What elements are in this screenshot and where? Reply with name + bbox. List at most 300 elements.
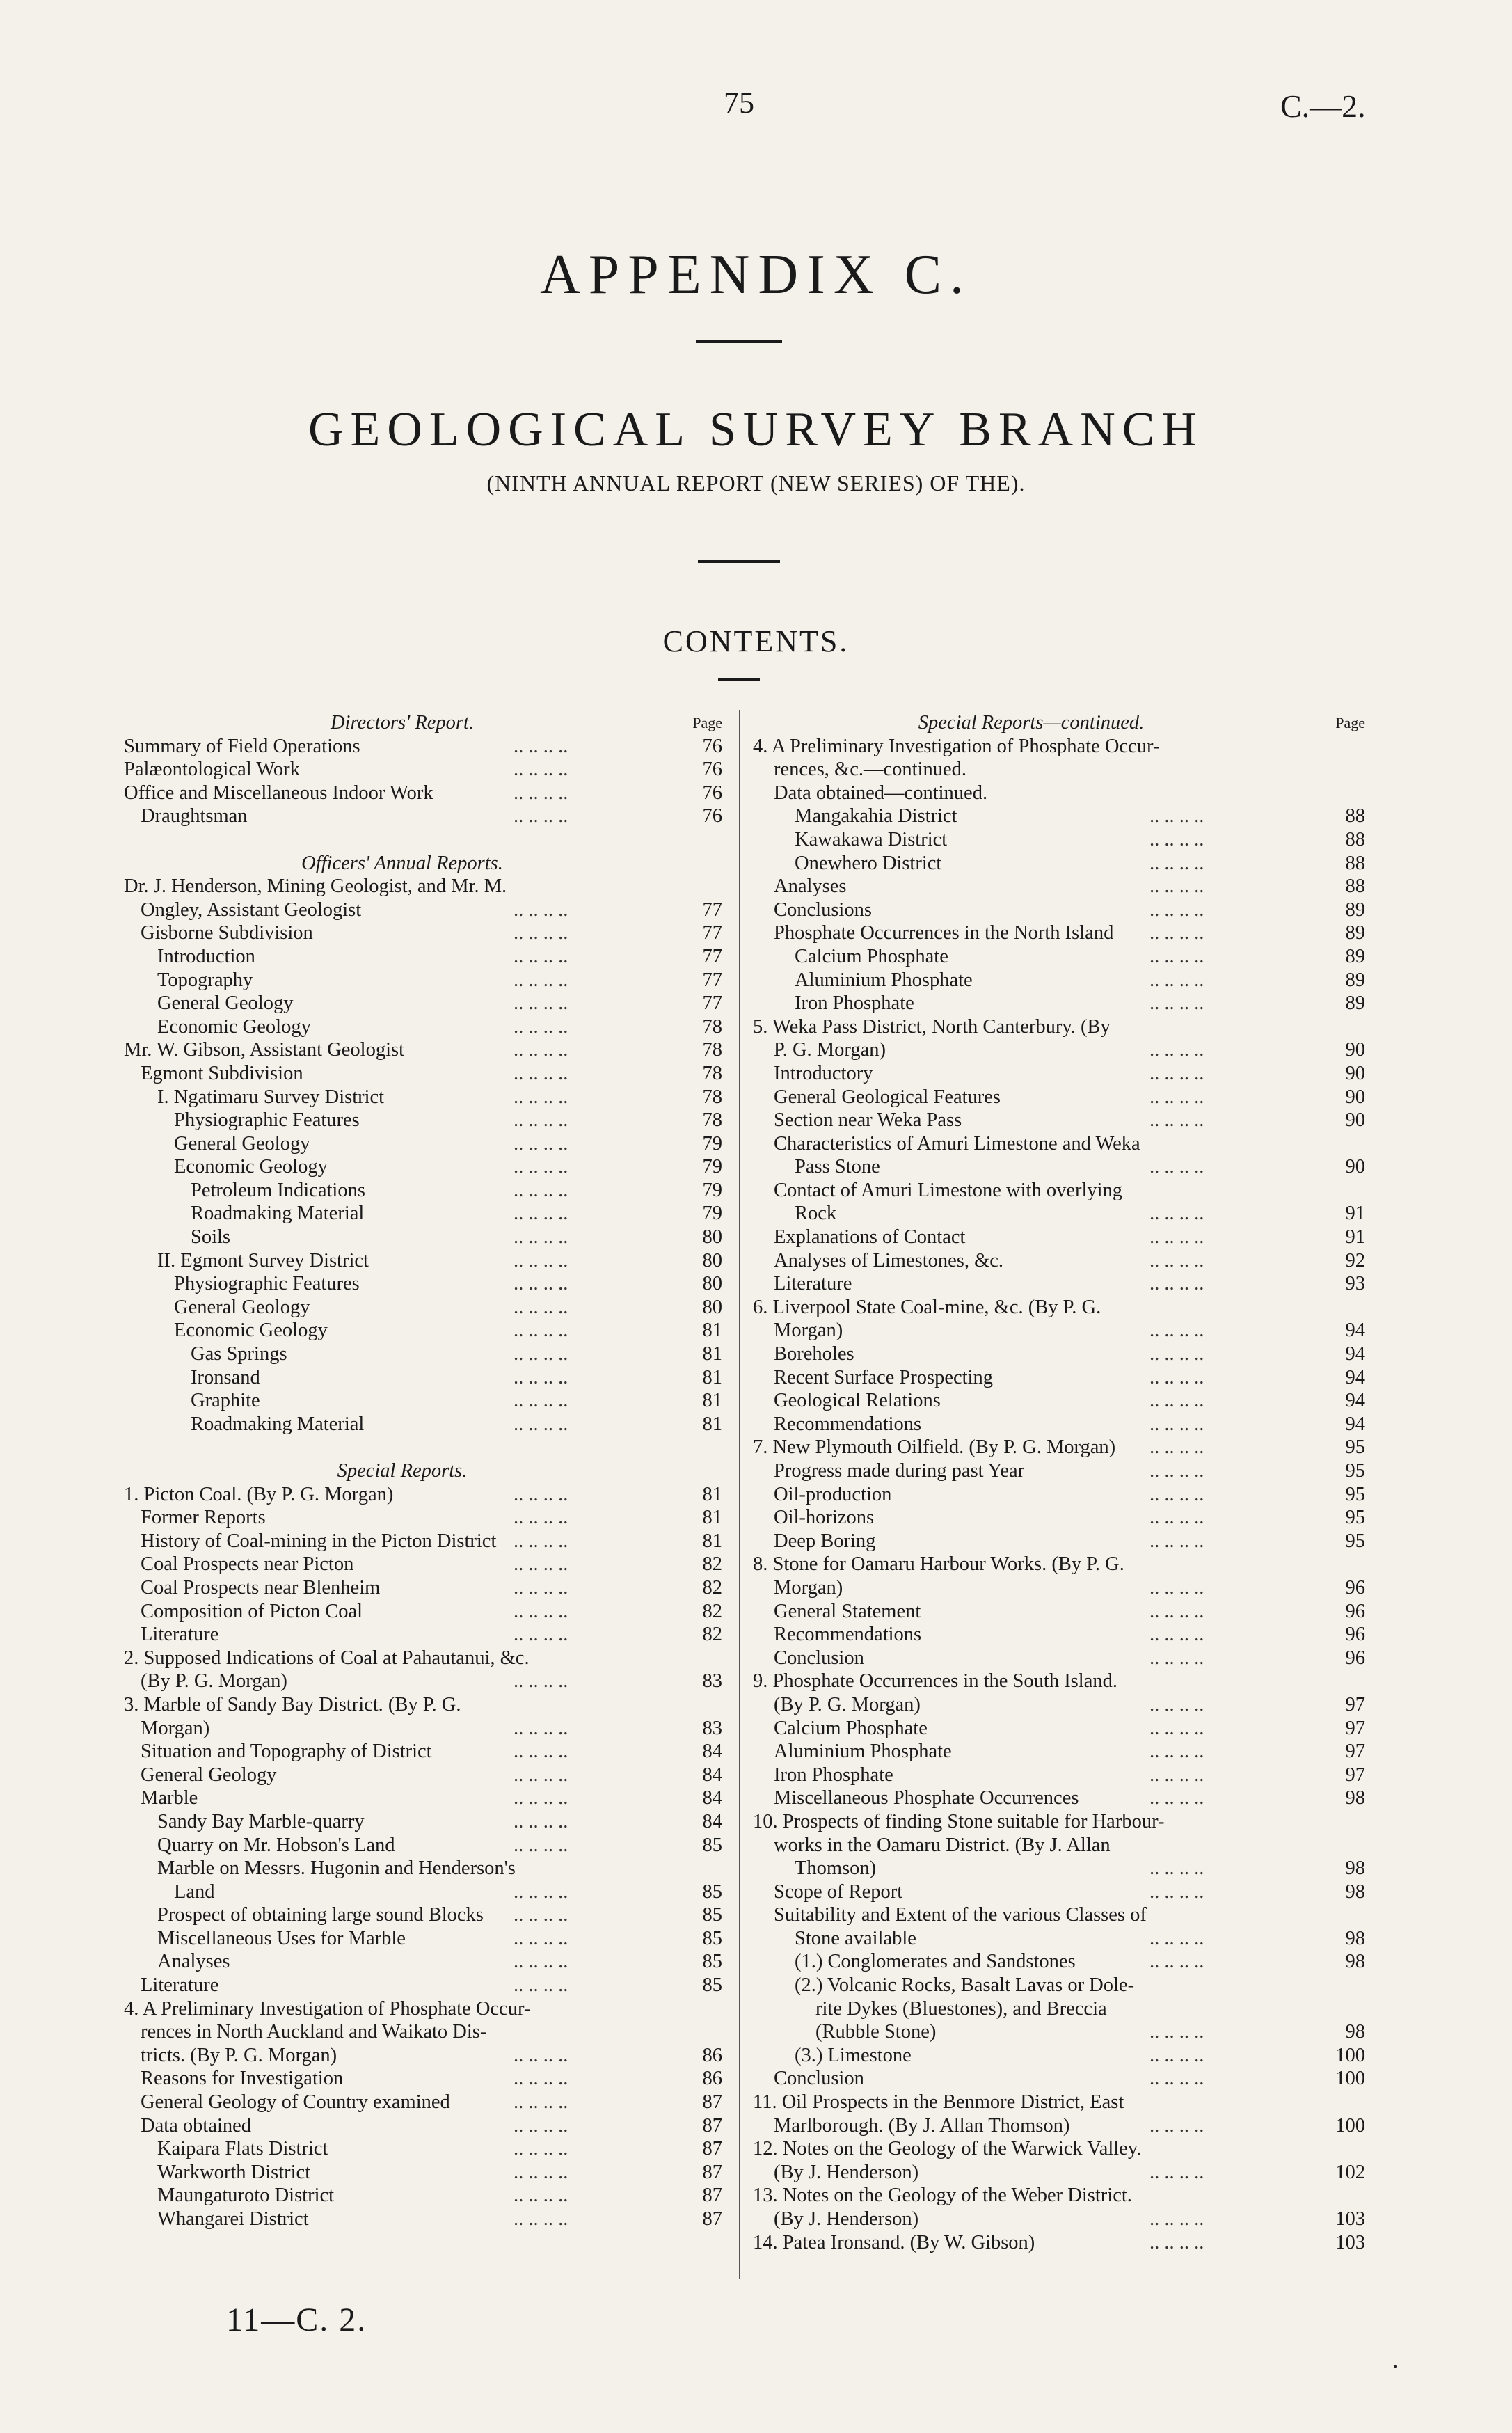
dot-leader: .. .. .. .. bbox=[1149, 2068, 1204, 2090]
toc-entry bbox=[124, 898, 729, 922]
branch-title: GEOLOGICAL SURVEY BRANCH bbox=[308, 403, 1204, 457]
dot-leader: .. .. .. .. bbox=[1149, 1062, 1204, 1084]
toc-entry bbox=[124, 1342, 729, 1366]
entry-title: Thomson) bbox=[795, 1857, 877, 1880]
entry-title: Literature bbox=[774, 1273, 852, 1295]
contents-left-column bbox=[124, 711, 729, 2231]
toc-entry bbox=[753, 2020, 1374, 2044]
page-number: 76 bbox=[702, 805, 722, 827]
entry-title: (By P. G. Morgan) bbox=[774, 1693, 921, 1715]
toc-entry bbox=[753, 2067, 1374, 2091]
page-number: 92 bbox=[1345, 1249, 1365, 1271]
entry-title: Petroleum Indications bbox=[191, 1179, 365, 1201]
entry-title: 8. Stone for Oamaru Harbour Works. (By P. G. bbox=[753, 1553, 1124, 1576]
dot-leader: .. .. .. .. bbox=[1149, 1787, 1204, 1809]
entry-title: 9. Phosphate Occurrences in the South Island. bbox=[753, 1670, 1117, 1693]
toc-entry bbox=[753, 2184, 1374, 2208]
entry-title: Physiographic Features bbox=[174, 1273, 360, 1295]
page-number: 98 bbox=[1345, 1880, 1365, 1903]
page-number: 77 bbox=[702, 898, 722, 921]
page-number: 97 bbox=[1345, 1693, 1365, 1715]
entry-title: Sandy Bay Marble-quarry bbox=[157, 1810, 365, 1832]
dot-leader: .. .. .. .. bbox=[514, 759, 568, 781]
toc-entry bbox=[124, 1015, 729, 1039]
toc-entry bbox=[124, 1483, 729, 1507]
page-number: 97 bbox=[1345, 1764, 1365, 1786]
toc-entry bbox=[753, 1202, 1374, 1226]
entry-title: tricts. (By P. G. Morgan) bbox=[141, 2044, 337, 2066]
entry-title: General Geology bbox=[174, 1132, 310, 1155]
toc-entry bbox=[753, 1272, 1374, 1296]
dot-leader: .. .. .. .. bbox=[514, 969, 568, 991]
dot-leader: .. .. .. .. bbox=[514, 2208, 568, 2230]
entry-title: (1.) Conglomerates and Sandstones bbox=[795, 1951, 1076, 1973]
page-number: 96 bbox=[1345, 1600, 1365, 1622]
dot-leader: .. .. .. .. bbox=[514, 898, 568, 921]
toc-entry bbox=[753, 1600, 1374, 1624]
toc-entry bbox=[124, 2137, 729, 2161]
page-number: 81 bbox=[702, 1530, 722, 1552]
dot-leader: .. .. .. .. bbox=[1149, 1576, 1204, 1599]
toc-entry bbox=[124, 1623, 729, 1647]
entry-title: Office and Miscellaneous Indoor Work bbox=[124, 782, 433, 804]
entry-title: Quarry on Mr. Hobson's Land bbox=[157, 1834, 395, 1856]
entry-title: Explanations of Contact bbox=[774, 1226, 966, 1249]
page-number: 95 bbox=[1345, 1460, 1365, 1482]
entry-title: Whangarei District bbox=[157, 2208, 309, 2230]
dot-leader: .. .. .. .. bbox=[514, 1810, 568, 1832]
entry-title: Egmont Subdivision bbox=[141, 1062, 303, 1084]
toc-entry bbox=[124, 2091, 729, 2114]
toc-entry bbox=[753, 1086, 1374, 1109]
entry-title: General Geology bbox=[174, 1296, 310, 1318]
toc-entry bbox=[124, 1249, 729, 1273]
toc-entry bbox=[753, 1226, 1374, 1249]
dot-leader: .. .. .. .. bbox=[1149, 1156, 1204, 1178]
entry-title: Reasons for Investigation bbox=[141, 2068, 344, 2090]
dot-leader: .. .. .. .. bbox=[514, 1226, 568, 1249]
page-number: 91 bbox=[1345, 1226, 1365, 1249]
toc-entry bbox=[124, 2067, 729, 2091]
toc-entry bbox=[753, 735, 1374, 759]
page-number: 95 bbox=[1345, 1483, 1365, 1505]
toc-entry bbox=[753, 1530, 1374, 1553]
entry-title: 2. Supposed Indications of Coal at Pahautanui, &c. bbox=[124, 1647, 530, 1669]
toc-entry bbox=[124, 1647, 729, 1670]
page-number: 90 bbox=[1345, 1109, 1365, 1132]
toc-entry bbox=[124, 2044, 729, 2068]
entry-title: Soils bbox=[191, 1226, 231, 1249]
toc-entry bbox=[753, 2114, 1374, 2138]
toc-entry bbox=[124, 1786, 729, 1810]
dot-leader: .. .. .. .. bbox=[1149, 1927, 1204, 1949]
dot-leader: .. .. .. .. bbox=[1149, 1530, 1204, 1552]
document-reference: C.—2. bbox=[1280, 88, 1366, 124]
toc-entry bbox=[753, 805, 1374, 828]
page-number: 83 bbox=[702, 1717, 722, 1739]
page-column-label: Page bbox=[1335, 714, 1365, 731]
dot-leader: .. .. .. .. bbox=[514, 1600, 568, 1622]
dot-leader: .. .. .. .. bbox=[514, 2185, 568, 2207]
toc-entry bbox=[753, 2161, 1374, 2185]
dot-leader: .. .. .. .. bbox=[514, 1553, 568, 1576]
toc-entry bbox=[753, 1903, 1374, 1927]
dot-leader: .. .. .. .. bbox=[514, 1319, 568, 1342]
toc-entry bbox=[124, 1600, 729, 1624]
entry-title: rences, &c.—continued. bbox=[774, 759, 966, 781]
page-number: 98 bbox=[1345, 1857, 1365, 1880]
subtitle-rule bbox=[698, 560, 780, 563]
entry-title: Mangakahia District bbox=[795, 805, 957, 827]
toc-entry bbox=[753, 1927, 1374, 1951]
dot-leader: .. .. .. .. bbox=[1149, 1483, 1204, 1505]
entry-title: 4. A Preliminary Investigation of Phosphate Occur- bbox=[124, 1997, 531, 2020]
toc-entry bbox=[753, 1132, 1374, 1156]
page-number: 85 bbox=[702, 1880, 722, 1903]
page-number: 96 bbox=[1345, 1647, 1365, 1669]
page-number: 75 bbox=[724, 86, 754, 120]
toc-entry bbox=[124, 1086, 729, 1109]
entry-title: Calcium Phosphate bbox=[795, 945, 948, 967]
dot-leader: .. .. .. .. bbox=[514, 1741, 568, 1763]
page-number: 89 bbox=[1345, 922, 1365, 944]
page-number: 96 bbox=[1345, 1624, 1365, 1646]
entry-title: Economic Geology bbox=[174, 1156, 328, 1178]
page-number: 80 bbox=[702, 1296, 722, 1318]
toc-entry bbox=[753, 1576, 1374, 1600]
entry-title: I. Ngatimaru Survey District bbox=[157, 1086, 385, 1108]
dot-leader: .. .. .. .. bbox=[514, 1039, 568, 1061]
dot-leader: .. .. .. .. bbox=[514, 2091, 568, 2114]
page-number: 91 bbox=[1345, 1203, 1365, 1225]
contents-heading: CONTENTS. bbox=[662, 624, 850, 658]
appendix-title: APPENDIX C. bbox=[540, 244, 972, 306]
page-number: 77 bbox=[702, 945, 722, 967]
page-number: 89 bbox=[1345, 898, 1365, 921]
entry-title: Miscellaneous Uses for Marble bbox=[157, 1927, 406, 1949]
dot-leader: .. .. .. .. bbox=[514, 1974, 568, 1997]
page-number: 82 bbox=[702, 1600, 722, 1622]
dot-leader: .. .. .. .. bbox=[514, 1576, 568, 1599]
dot-leader: .. .. .. .. bbox=[514, 735, 568, 757]
entry-title: Iron Phosphate bbox=[774, 1764, 893, 1786]
page-number: 94 bbox=[1345, 1366, 1365, 1388]
dot-leader: .. .. .. .. bbox=[514, 1249, 568, 1271]
entry-title: (By J. Henderson) bbox=[774, 2208, 919, 2230]
entry-title: Aluminium Phosphate bbox=[795, 969, 973, 991]
page-number: 97 bbox=[1345, 1741, 1365, 1763]
toc-entry bbox=[753, 1857, 1374, 1880]
entry-title: Land bbox=[174, 1880, 215, 1903]
entry-title: Introduction bbox=[157, 945, 255, 967]
toc-entry bbox=[753, 782, 1374, 805]
page-column-label: Page bbox=[692, 714, 722, 731]
dot-leader: .. .. .. .. bbox=[1149, 1647, 1204, 1669]
toc-entry bbox=[753, 1623, 1374, 1647]
dot-leader: .. .. .. .. bbox=[1149, 1717, 1204, 1739]
page-number: 78 bbox=[702, 1039, 722, 1061]
entry-title: Iron Phosphate bbox=[795, 992, 914, 1015]
page-number: 84 bbox=[702, 1787, 722, 1809]
toc-entry bbox=[753, 875, 1374, 898]
entry-title: Physiographic Features bbox=[174, 1109, 360, 1132]
page-number: 102 bbox=[1335, 2161, 1365, 2183]
page-number: 78 bbox=[702, 1086, 722, 1108]
dot-leader: .. .. .. .. bbox=[514, 1015, 568, 1038]
entry-title: Introductory bbox=[774, 1062, 873, 1084]
entry-title: 12. Notes on the Geology of the Warwick Valley. bbox=[753, 2138, 1142, 2160]
page-number: 80 bbox=[702, 1273, 722, 1295]
dot-leader: .. .. .. .. bbox=[1149, 1436, 1204, 1459]
dot-leader: .. .. .. .. bbox=[1149, 828, 1204, 850]
entry-title: Data obtained bbox=[141, 2114, 252, 2137]
page-number: 87 bbox=[702, 2138, 722, 2160]
dot-leader: .. .. .. .. bbox=[514, 1273, 568, 1295]
page-number: 89 bbox=[1345, 969, 1365, 991]
dot-leader: .. .. .. .. bbox=[1149, 1226, 1204, 1249]
dot-leader: .. .. .. .. bbox=[1149, 1880, 1204, 1903]
entry-title: Directors' Report. bbox=[330, 712, 475, 734]
toc-entry bbox=[753, 828, 1374, 852]
toc-entry bbox=[753, 1997, 1374, 2021]
dot-leader: .. .. .. .. bbox=[1149, 1343, 1204, 1365]
toc-entry bbox=[124, 1366, 729, 1390]
entry-title: Special Reports. bbox=[337, 1460, 468, 1482]
entry-title: Analyses bbox=[157, 1951, 230, 1973]
toc-entry bbox=[124, 1155, 729, 1179]
toc-entry bbox=[124, 1319, 729, 1342]
entry-title: Kaipara Flats District bbox=[157, 2138, 328, 2160]
toc-entry bbox=[124, 1062, 729, 1086]
entry-title: Oil-production bbox=[774, 1483, 892, 1505]
spacer bbox=[124, 828, 729, 852]
page-number: 80 bbox=[702, 1249, 722, 1271]
toc-entry bbox=[753, 1342, 1374, 1366]
page-number: 86 bbox=[702, 2044, 722, 2066]
entry-title: Officers' Annual Reports. bbox=[301, 852, 503, 874]
entry-title: Calcium Phosphate bbox=[774, 1717, 928, 1739]
dot-leader: .. .. .. .. bbox=[1149, 922, 1204, 944]
page-number: 79 bbox=[702, 1203, 722, 1225]
page-number: 88 bbox=[1345, 805, 1365, 827]
entry-title: 6. Liverpool State Coal-mine, &c. (By P. G. bbox=[753, 1296, 1101, 1318]
toc-entry bbox=[753, 945, 1374, 969]
page-number: 103 bbox=[1335, 2231, 1365, 2253]
entry-title: Ongley, Assistant Geologist bbox=[141, 898, 362, 921]
dot-leader: .. .. .. .. bbox=[1149, 1764, 1204, 1786]
toc-entry bbox=[124, 1413, 729, 1436]
page-number: 87 bbox=[702, 2161, 722, 2183]
toc-entry bbox=[753, 1109, 1374, 1132]
entry-title: Phosphate Occurrences in the North Island bbox=[774, 922, 1114, 944]
page-number: 78 bbox=[702, 1109, 722, 1132]
dot-leader: .. .. .. .. bbox=[1149, 1951, 1204, 1973]
dot-leader: .. .. .. .. bbox=[1149, 805, 1204, 827]
toc-entry bbox=[124, 1810, 729, 1834]
dot-leader: .. .. .. .. bbox=[1149, 2161, 1204, 2183]
toc-entry bbox=[124, 875, 729, 898]
toc-entry bbox=[124, 1880, 729, 1904]
toc-entry bbox=[753, 1693, 1374, 1717]
entry-title: Suitability and Extent of the various Classes of bbox=[774, 1904, 1147, 1926]
dot-leader: .. .. .. .. bbox=[1149, 1203, 1204, 1225]
entry-title: Literature bbox=[141, 1974, 219, 1997]
dot-leader: .. .. .. .. bbox=[514, 2138, 568, 2160]
entry-title: 14. Patea Ironsand. (By W. Gibson) bbox=[753, 2231, 1035, 2253]
toc-entry bbox=[124, 1950, 729, 1974]
dot-leader: .. .. .. .. bbox=[514, 2044, 568, 2066]
dot-leader: .. .. .. .. bbox=[514, 1179, 568, 1201]
page-number: 81 bbox=[702, 1343, 722, 1365]
page-number: 79 bbox=[702, 1132, 722, 1155]
dot-leader: .. .. .. .. bbox=[1149, 1273, 1204, 1295]
toc-entry bbox=[753, 1717, 1374, 1741]
toc-entry bbox=[753, 1553, 1374, 1576]
toc-entry bbox=[753, 1880, 1374, 1904]
entry-title: General Statement bbox=[774, 1600, 921, 1622]
page-number: 76 bbox=[702, 782, 722, 804]
dot-leader: .. .. .. .. bbox=[514, 2161, 568, 2183]
toc-entry bbox=[124, 1764, 729, 1787]
entry-title: Gisborne Subdivision bbox=[141, 922, 313, 944]
entry-title: Summary of Field Operations bbox=[124, 735, 360, 757]
dot-leader: .. .. .. .. bbox=[1149, 1390, 1204, 1412]
page-number: 89 bbox=[1345, 945, 1365, 967]
page-number: 84 bbox=[702, 1810, 722, 1832]
entry-title: Economic Geology bbox=[157, 1015, 311, 1038]
toc-entry bbox=[753, 1436, 1374, 1459]
dot-leader: .. .. .. .. bbox=[1149, 1693, 1204, 1715]
page-number: 85 bbox=[702, 1927, 722, 1949]
page-number: 86 bbox=[702, 2068, 722, 2090]
entry-title: General Geology bbox=[157, 992, 294, 1015]
toc-entry bbox=[753, 1062, 1374, 1086]
dot-leader: .. .. .. .. bbox=[514, 1156, 568, 1178]
entry-title: Dr. J. Henderson, Mining Geologist, and Mr. M. bbox=[124, 875, 507, 898]
entry-title: 3. Marble of Sandy Bay District. (By P. G. bbox=[124, 1693, 461, 1715]
entry-title: General Geological Features bbox=[774, 1086, 1001, 1108]
dot-leader: .. .. .. .. bbox=[1149, 1460, 1204, 1482]
page-number: 95 bbox=[1345, 1507, 1365, 1529]
dot-leader: .. .. .. .. bbox=[1149, 2021, 1204, 2043]
entry-title: (3.) Limestone bbox=[795, 2044, 912, 2066]
toc-entry bbox=[124, 921, 729, 945]
toc-entry bbox=[753, 1483, 1374, 1507]
toc-entry bbox=[124, 1553, 729, 1576]
entry-title: Analyses bbox=[774, 875, 847, 898]
entry-title: (2.) Volcanic Rocks, Basalt Lavas or Dole- bbox=[795, 1974, 1135, 1997]
page-number: 93 bbox=[1345, 1273, 1365, 1295]
entry-title: 13. Notes on the Geology of the Weber District. bbox=[753, 2185, 1132, 2207]
toc-entry bbox=[753, 1389, 1374, 1413]
page-number: 94 bbox=[1345, 1343, 1365, 1365]
page-number: 94 bbox=[1345, 1390, 1365, 1412]
entry-title: Prospect of obtaining large sound Blocks bbox=[157, 1904, 484, 1926]
stray-dot bbox=[1394, 2365, 1397, 2368]
dot-leader: .. .. .. .. bbox=[514, 1530, 568, 1552]
page-number: 77 bbox=[702, 992, 722, 1015]
toc-entry bbox=[124, 1202, 729, 1226]
dot-leader: .. .. .. .. bbox=[1149, 1413, 1204, 1435]
page-number: 85 bbox=[702, 1904, 722, 1926]
dot-leader: .. .. .. .. bbox=[1149, 1319, 1204, 1342]
toc-entry bbox=[124, 1226, 729, 1249]
toc-entry bbox=[753, 2208, 1374, 2231]
toc-entry bbox=[753, 1296, 1374, 1319]
toc-entry bbox=[753, 2091, 1374, 2114]
dot-leader: .. .. .. .. bbox=[1149, 1624, 1204, 1646]
entry-title: Section near Weka Pass bbox=[774, 1109, 962, 1132]
page-number: 76 bbox=[702, 759, 722, 781]
entry-title: Mr. W. Gibson, Assistant Geologist bbox=[124, 1039, 405, 1061]
toc-entry bbox=[124, 1997, 729, 2021]
entry-title: Data obtained—continued. bbox=[774, 782, 988, 804]
toc-entry bbox=[753, 1015, 1374, 1039]
entry-title: Boreholes bbox=[774, 1343, 854, 1365]
dot-leader: .. .. .. .. bbox=[514, 1880, 568, 1903]
toc-entry bbox=[124, 1717, 729, 1741]
entry-title: Stone available bbox=[795, 1927, 916, 1949]
page-number: 98 bbox=[1345, 2021, 1365, 2043]
dot-leader: .. .. .. .. bbox=[1149, 1507, 1204, 1529]
dot-leader: .. .. .. .. bbox=[1149, 969, 1204, 991]
entry-title: General Geology bbox=[141, 1764, 277, 1786]
dot-leader: .. .. .. .. bbox=[514, 1717, 568, 1739]
entry-title: 11. Oil Prospects in the Benmore District, East bbox=[753, 2091, 1124, 2114]
page-number: 103 bbox=[1335, 2208, 1365, 2230]
section-heading bbox=[124, 711, 729, 735]
spacer bbox=[124, 1436, 729, 1459]
toc-entry bbox=[124, 1670, 729, 1693]
entry-title: Characteristics of Amuri Limestone and Weka bbox=[774, 1132, 1140, 1155]
entry-title: Morgan) bbox=[141, 1717, 210, 1739]
toc-entry bbox=[753, 992, 1374, 1015]
page-number: 98 bbox=[1345, 1951, 1365, 1973]
dot-leader: .. .. .. .. bbox=[1149, 1086, 1204, 1108]
entry-title: Miscellaneous Phosphate Occurrences bbox=[774, 1787, 1079, 1809]
dot-leader: .. .. .. .. bbox=[1149, 992, 1204, 1015]
dot-leader: .. .. .. .. bbox=[1149, 852, 1204, 874]
page-number: 77 bbox=[702, 969, 722, 991]
page-number: 81 bbox=[702, 1390, 722, 1412]
dot-leader: .. .. .. .. bbox=[1149, 2208, 1204, 2230]
dot-leader: .. .. .. .. bbox=[1149, 2114, 1204, 2137]
toc-entry bbox=[124, 992, 729, 1015]
toc-entry bbox=[124, 1693, 729, 1717]
dot-leader: .. .. .. .. bbox=[1149, 875, 1204, 898]
page-number: 82 bbox=[702, 1624, 722, 1646]
dot-leader: .. .. .. .. bbox=[1149, 1741, 1204, 1763]
page-number: 90 bbox=[1345, 1086, 1365, 1108]
page-number: 84 bbox=[702, 1741, 722, 1763]
dot-leader: .. .. .. .. bbox=[514, 1670, 568, 1693]
entry-title: (Rubble Stone) bbox=[815, 2021, 937, 2043]
entry-title: Onewhero District bbox=[795, 852, 942, 874]
entry-title: Pass Stone bbox=[795, 1156, 880, 1178]
toc-entry bbox=[124, 1927, 729, 1951]
page-number: 98 bbox=[1345, 1927, 1365, 1949]
toc-entry bbox=[124, 2161, 729, 2185]
toc-entry bbox=[124, 1903, 729, 1927]
dot-leader: .. .. .. .. bbox=[514, 1296, 568, 1318]
page-number: 94 bbox=[1345, 1319, 1365, 1342]
toc-entry bbox=[124, 1576, 729, 1600]
dot-leader: .. .. .. .. bbox=[1149, 1249, 1204, 1271]
entry-title: Rock bbox=[795, 1203, 837, 1225]
dot-leader: .. .. .. .. bbox=[514, 1483, 568, 1505]
entry-title: Deep Boring bbox=[774, 1530, 876, 1552]
page-number: 94 bbox=[1345, 1413, 1365, 1435]
